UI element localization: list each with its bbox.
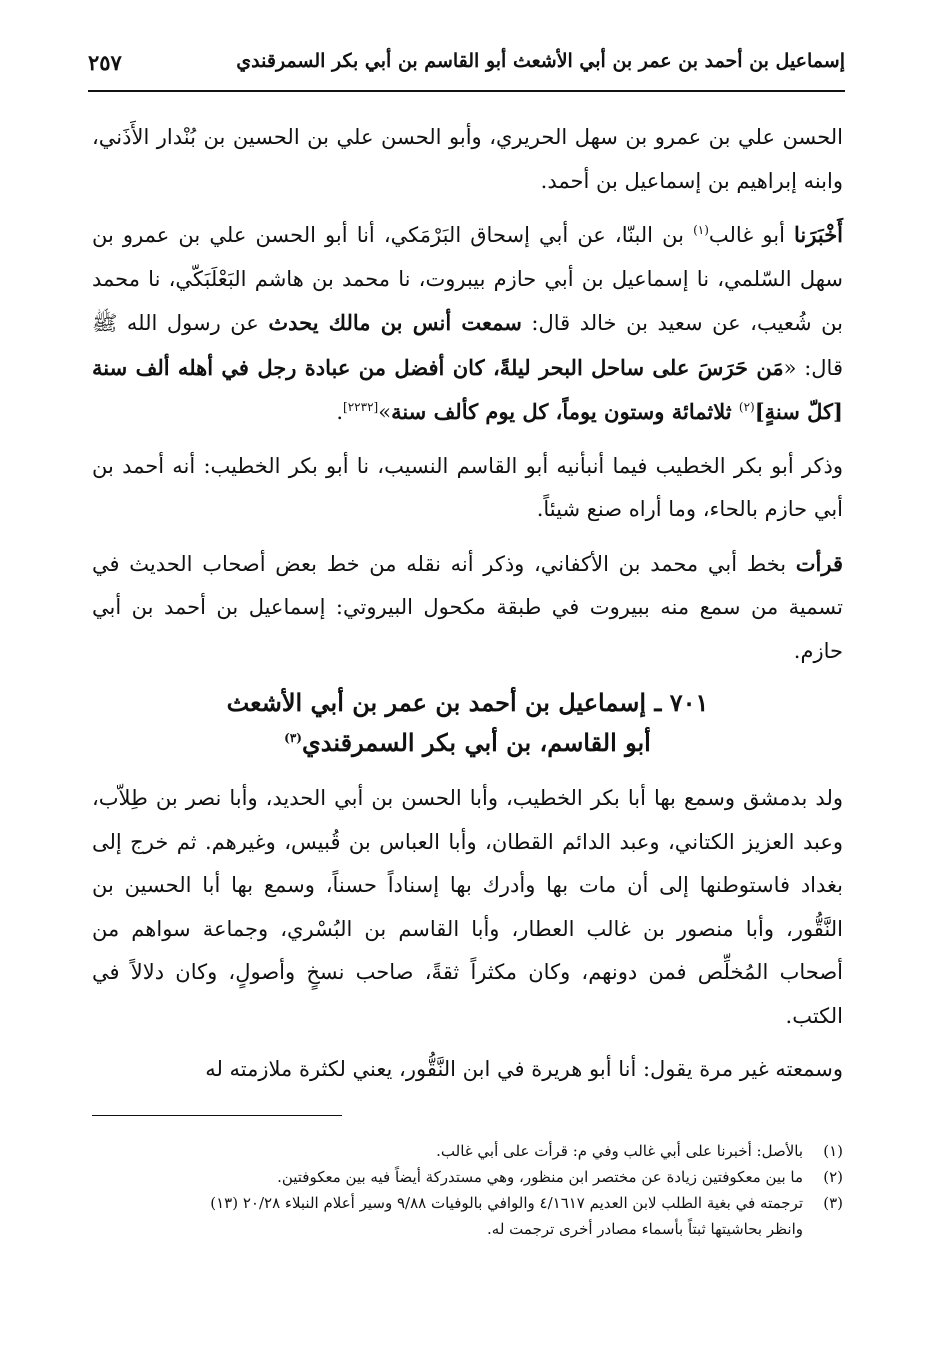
- paragraph-3: [92, 445, 843, 532]
- paragraph-lead-word: أَخْبَرَنا: [794, 222, 844, 247]
- hadith-text: مَن حَرَسَ على ساحل البحر ليلةً، كان أفضل من عبادة رجل في أهله ألف سنة [كلّ سنةٍ]: [92, 354, 843, 424]
- paragraph-text: عن رسول الله ﷺ قال: «: [92, 311, 843, 380]
- entry-heading: [92, 683, 843, 763]
- paragraph-text: ولد بدمشق وسمع بها أبا بكر الخطيب، وأبا الحسن بن أبي الحديد، وأبا نصر بن طِلاّب، وعبد العزيز الكتاني، وعبد الدائم القطان، وأبا العباس بن قُبيس، وغيرهم. ثم خرج إلى بغداد فاستوطنها إلى أن مات بها وأدرك بها إسناداً حسناً، وسمع بها أبا الحسين بن النَّقُّور، وأبا منصور بن غالب العطار، وأبا القاسم بن البُسْري، وجماعة سواهم من أصحاب المُخلِّص فمن دونهم، وكان مكثراً ثقةً، صاحب نسخٍ وأصولٍ، وكان دلالاً في الكتب.: [92, 786, 843, 1028]
- footnote-text: ترجمته في بغية الطلب لابن العديم ٤/١٦١٧ والوافي بالوفيات ٩/٨٨ وسير أعلام النبلاء ٢٠/٢٨ (١٣): [210, 1194, 803, 1212]
- footnote-marker: (٢): [738, 400, 755, 414]
- paragraph-text: الحسن علي بن عمرو بن سهل الحريري، وأبو الحسن علي بن الحسين بن بُنْدار الأَذَني، وابنه إبراهيم بن إسماعيل بن أحمد.: [92, 125, 843, 193]
- footnotes: [92, 1138, 843, 1242]
- footnote-1: [92, 1138, 843, 1164]
- entry-heading-line-2-wrap: [92, 723, 843, 763]
- paragraph-1: [92, 116, 843, 203]
- running-title: إسماعيل بن أحمد بن عمر بن أبي الأشعث أبو القاسم بن أبي بكر السمرقندي: [236, 50, 845, 72]
- entry-paragraph-2: [92, 1048, 843, 1092]
- paragraph-text: بن البنّا، عن أبي إسحاق البَرْمَكي، أنا أبو الحسن علي بن عمرو بن سهل السّلمي، نا إسماعيل بن أبي حازم بيبروت، نا محمد بن هاشم البَعْلَبَكّي، نا محمد بن شُعيب، عن سعيد بن خالد قال:: [92, 223, 844, 335]
- hadith-text: ثلاثمائة وستون يوماً، كل يوم كألف سنة: [391, 399, 739, 424]
- paragraph-text: »: [378, 400, 392, 424]
- main-text: [92, 116, 843, 1102]
- footnote-text: ما بين معكوفتين زيادة عن مختصر ابن منظور، وهي مستدركة أيضاً فيه بين معكوفتين.: [277, 1168, 803, 1186]
- paragraph-text: وذكر أبو بكر الخطيب فيما أنبأنيه أبو القاسم النسيب، نا أبو بكر الخطيب: أنه أحمد بن أبي حازم بالحاء، وما أراه صنع شيئاً.: [92, 453, 843, 521]
- footnote-2: [92, 1164, 843, 1190]
- footnote-marker: (١): [693, 223, 709, 237]
- page-number: ٢٥٧: [88, 50, 122, 75]
- footnote-3-continuation: وانظر بحاشيتها ثبتاً بأسماء مصادر أخرى ترجمت له.: [487, 1220, 803, 1238]
- paragraph-2-isnad: [92, 213, 843, 435]
- paragraph-lead-word: قرأت: [795, 550, 843, 576]
- paragraph-text: .: [336, 400, 344, 424]
- entry-heading-line-2: أبو القاسم، بن أبي بكر السمرقندي: [301, 728, 651, 757]
- running-header: [88, 44, 845, 92]
- entry-heading-line-1: ٧٠١ ـ إسماعيل بن أحمد بن عمر بن أبي الأشعث: [226, 688, 709, 717]
- footnote-divider: [92, 1115, 342, 1116]
- entry-paragraph-1: [92, 777, 843, 1038]
- footnote-text: بالأصل: أخبرنا على أبي غالب وفي م: قرأت على أبي غالب.: [436, 1142, 803, 1160]
- paragraph-text: بخط أبي محمد بن الأكفاني، وذكر أنه نقله من خط بعض أصحاب الحديث في تسمية من سمع منه ببيروت في طبقة مكحول البيروتي: إسماعيل بن أحمد بن أبي حازم.: [92, 551, 843, 663]
- paragraph-text: وسمعته غير مرة يقول: أنا أبو هريرة في ابن النَّقُّور، يعني لكثرة ملازمته له: [205, 1057, 843, 1081]
- hadith-text: سمعت أنس بن مالك يحدث: [268, 310, 522, 335]
- footnote-number: (١): [823, 1142, 843, 1160]
- footnote-marker: (٣): [284, 731, 302, 745]
- footnote-number: (٣): [823, 1194, 843, 1212]
- footnote-number: (٢): [823, 1168, 843, 1186]
- paragraph-4: [92, 542, 843, 674]
- footnote-3: [92, 1190, 843, 1216]
- paragraph-text: أبو غالب: [708, 223, 795, 247]
- hadith-number: [٢٢٣٢]: [343, 400, 379, 414]
